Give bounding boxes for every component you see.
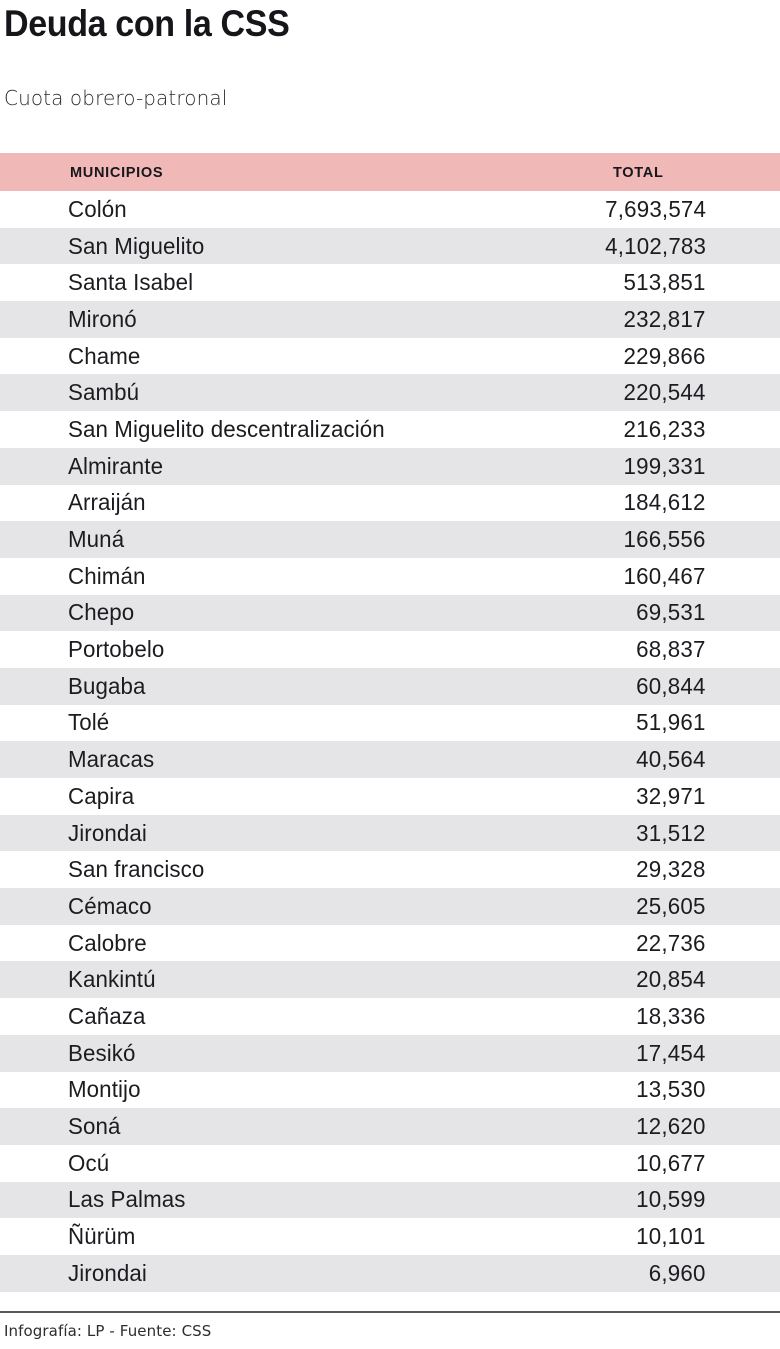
table-row — [0, 485, 780, 522]
cell-municipio: Colón — [68, 195, 127, 222]
table-row — [0, 448, 780, 485]
cell-municipio: Almirante — [68, 452, 164, 479]
cell-total: 216,233 — [623, 415, 706, 442]
table-row — [0, 631, 780, 668]
cell-municipio: Cémaco — [68, 892, 152, 919]
cell-total: 229,866 — [623, 342, 706, 369]
cell-total: 220,544 — [623, 379, 706, 406]
cell-total: 31,512 — [636, 819, 706, 846]
table-row — [0, 595, 780, 632]
cell-total: 160,467 — [623, 562, 706, 589]
table-row — [0, 1035, 780, 1072]
table-row — [0, 851, 780, 888]
cell-municipio: Jirondai — [68, 819, 147, 846]
cell-total: 25,605 — [636, 892, 706, 919]
cell-municipio: Bugaba — [68, 672, 146, 699]
cell-total: 40,564 — [636, 746, 706, 773]
cell-municipio: Arraiján — [68, 489, 146, 516]
cell-municipio: San francisco — [68, 856, 205, 883]
cell-total: 10,599 — [636, 1186, 706, 1213]
table-row — [0, 815, 780, 852]
table-row — [0, 741, 780, 778]
table-header-row — [0, 153, 780, 191]
cell-total: 68,837 — [636, 636, 706, 663]
cell-total: 10,101 — [636, 1223, 706, 1250]
cell-municipio: Muná — [68, 526, 125, 553]
cell-municipio: San Miguelito descentralización — [68, 415, 385, 442]
column-header-total: TOTAL — [613, 163, 664, 181]
debt-table — [0, 153, 780, 1292]
table-row — [0, 668, 780, 705]
cell-total: 184,612 — [623, 489, 706, 516]
table-row — [0, 228, 780, 265]
page-subtitle: Cuota obrero-patronal — [4, 86, 228, 110]
table-row — [0, 558, 780, 595]
cell-municipio: Maracas — [68, 746, 155, 773]
cell-municipio: Kankintú — [68, 966, 156, 993]
cell-total: 29,328 — [636, 856, 706, 883]
cell-total: 20,854 — [636, 966, 706, 993]
cell-municipio: Soná — [68, 1113, 121, 1140]
cell-total: 51,961 — [636, 709, 706, 736]
cell-municipio: Chimán — [68, 562, 146, 589]
cell-municipio: Tolé — [68, 709, 110, 736]
cell-municipio: Santa Isabel — [68, 269, 194, 296]
cell-municipio: Chepo — [68, 599, 135, 626]
cell-total: 7,693,574 — [604, 195, 706, 222]
cell-total: 22,736 — [636, 929, 706, 956]
table-row — [0, 411, 780, 448]
table-row — [0, 1255, 780, 1292]
cell-municipio: Calobre — [68, 929, 147, 956]
cell-municipio: Mironó — [68, 305, 137, 332]
cell-municipio: Jirondai — [68, 1259, 147, 1286]
cell-total: 232,817 — [623, 305, 706, 332]
table-row — [0, 705, 780, 742]
table-row — [0, 1218, 780, 1255]
table-row — [0, 1145, 780, 1182]
cell-total: 13,530 — [636, 1076, 706, 1103]
cell-municipio: Las Palmas — [68, 1186, 186, 1213]
table-row — [0, 961, 780, 998]
table-row — [0, 998, 780, 1035]
table-row — [0, 338, 780, 375]
cell-municipio: San Miguelito — [68, 232, 205, 259]
footer-divider — [0, 1311, 780, 1313]
footer-credit: Infografía: LP - Fuente: CSS — [4, 1322, 212, 1340]
table-row — [0, 778, 780, 815]
cell-total: 199,331 — [623, 452, 706, 479]
cell-total: 513,851 — [623, 269, 706, 296]
cell-municipio: Sambú — [68, 379, 140, 406]
table-row — [0, 1182, 780, 1219]
cell-total: 4,102,783 — [604, 232, 706, 259]
cell-municipio: Ocú — [68, 1149, 110, 1176]
table-row — [0, 1108, 780, 1145]
table-row — [0, 191, 780, 228]
cell-total: 60,844 — [636, 672, 706, 699]
table-row — [0, 521, 780, 558]
column-header-municipios: MUNICIPIOS — [70, 163, 164, 181]
cell-municipio: Portobelo — [68, 636, 165, 663]
cell-municipio: Besikó — [68, 1039, 136, 1066]
cell-total: 6,960 — [649, 1259, 706, 1286]
table-row — [0, 1072, 780, 1109]
cell-total: 10,677 — [636, 1149, 706, 1176]
page-title: Deuda con la CSS — [4, 3, 290, 44]
cell-municipio: Ñürüm — [68, 1223, 136, 1250]
table-row — [0, 888, 780, 925]
cell-municipio: Capira — [68, 782, 135, 809]
cell-municipio: Chame — [68, 342, 141, 369]
cell-total: 32,971 — [636, 782, 706, 809]
table-row — [0, 925, 780, 962]
cell-total: 69,531 — [636, 599, 706, 626]
table-row — [0, 374, 780, 411]
cell-total: 166,556 — [623, 526, 706, 553]
cell-total: 12,620 — [636, 1113, 706, 1140]
cell-municipio: Montijo — [68, 1076, 141, 1103]
table-row — [0, 301, 780, 338]
cell-total: 17,454 — [636, 1039, 706, 1066]
cell-total: 18,336 — [636, 1002, 706, 1029]
table-row — [0, 264, 780, 301]
cell-municipio: Cañaza — [68, 1002, 146, 1029]
